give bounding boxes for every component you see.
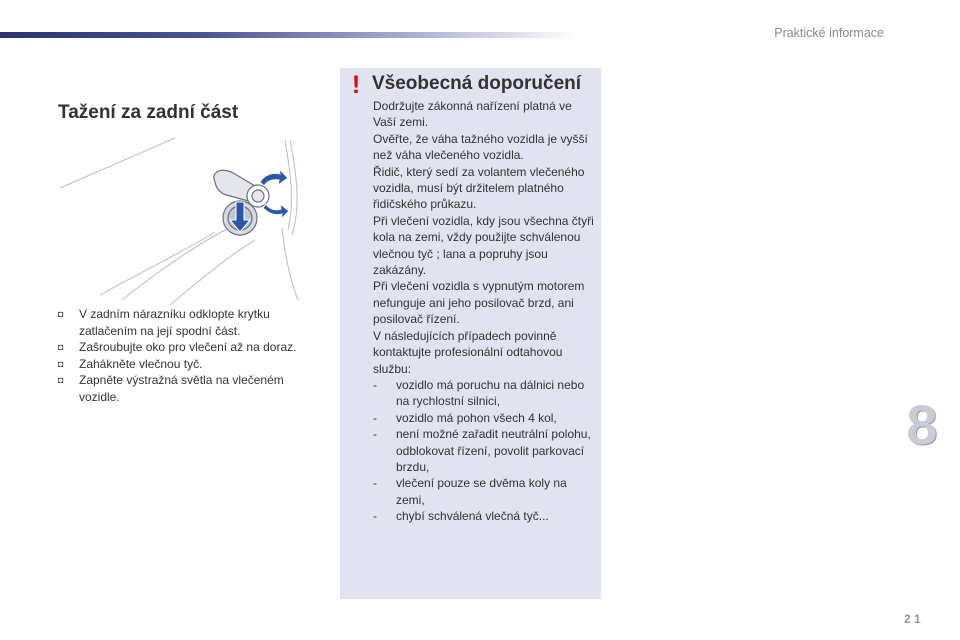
- panel-paragraph: Ověřte, že váha tažného vozidla je vyšší než váha vlečeného vozidla.: [373, 131, 588, 163]
- case-text: vlečení pouze se dvěma koly na zemi,: [396, 476, 567, 507]
- header-gradient-bar: [0, 32, 580, 38]
- square-arrow-bullet-icon: ◘: [58, 342, 64, 353]
- dash-bullet: -: [373, 476, 377, 491]
- exclamation-warning-icon: !: [351, 71, 361, 99]
- dash-bullet: -: [373, 509, 377, 524]
- towing-rear-title: Tažení za zadní část: [58, 102, 239, 123]
- list-item: [373, 426, 597, 475]
- towing-steps-list: [58, 306, 318, 406]
- list-item: [58, 306, 318, 339]
- list-item: [58, 372, 318, 405]
- chapter-number: 8: [906, 393, 938, 456]
- list-item: [373, 475, 597, 508]
- panel-paragraph: Při vlečení vozidla s vypnutým motorem nefunguje ani jeho posilovač brzd, ani posilovač řízení.: [373, 279, 585, 327]
- panel-title: Všeobecná doporučení: [372, 73, 582, 94]
- list-item: [373, 377, 597, 410]
- step-text: V zadním nárazníku odklopte krytku zatlačením na její spodní část.: [79, 307, 270, 338]
- list-item: [373, 410, 597, 426]
- panel-paragraph: Při vlečení vozidla, kdy jsou všechna čtyři kola na zemi, vždy použijte schválenou vlečnou tyč ; lana a popruhy jsou zakázány.: [373, 213, 594, 278]
- step-text: Zapněte výstražná světla na vlečeném vozidle.: [79, 373, 284, 404]
- list-item: [58, 356, 318, 373]
- dash-bullet: -: [373, 377, 377, 392]
- square-arrow-bullet-icon: ◘: [58, 309, 64, 319]
- dash-bullet: -: [373, 427, 377, 442]
- dash-bullet: -: [373, 410, 377, 425]
- case-text: chybí schválená vlečná tyč...: [396, 509, 549, 524]
- cases-list: [373, 377, 597, 525]
- panel-paragraph: Řidič, který sedí za volantem vlečeného vozidla, musí být držitelem platného řidičského průkazu.: [373, 164, 585, 212]
- panel-paragraph: Dodržujte zákonná nařízení platná ve Vaší zemi.: [373, 99, 572, 130]
- case-text: není možné zařadit neutrální polohu, odblokovat řízení, povolit parkovací brzdu,: [396, 427, 591, 474]
- list-item: [373, 508, 597, 524]
- towing-eye-illustration: [50, 130, 320, 305]
- case-text: vozidlo má poruchu na dálnici nebo na rychlostní silnici,: [396, 377, 585, 409]
- list-item: [58, 339, 318, 356]
- step-text: Zahákněte vlečnou tyč.: [79, 356, 203, 371]
- step-text: Zašroubujte oko pro vlečení až na doraz.: [79, 340, 297, 355]
- panel-body: [373, 98, 597, 525]
- page-number: 2 1: [904, 612, 921, 626]
- square-arrow-bullet-icon: ◘: [58, 375, 64, 386]
- case-text: vozidlo má pohon všech 4 kol,: [396, 410, 557, 425]
- panel-paragraph: V následujících případech povinně kontaktujte profesionální odtahovou službu:: [373, 328, 563, 376]
- square-arrow-bullet-icon: ◘: [58, 358, 64, 369]
- section-header-title: Praktické informace: [774, 26, 884, 40]
